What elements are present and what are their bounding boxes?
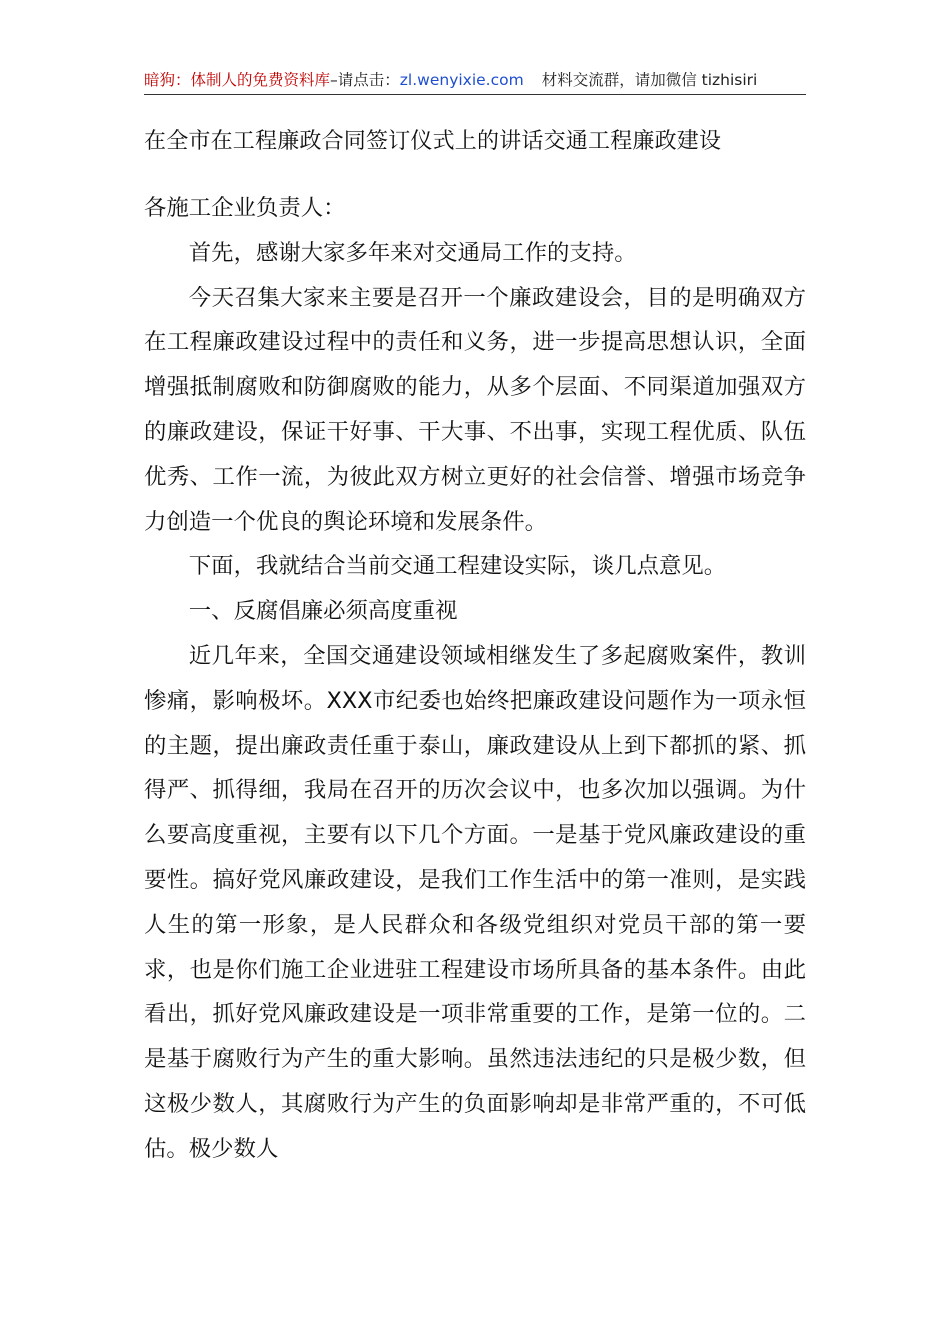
- header-click-label: –请点击：: [330, 71, 400, 89]
- document-title: 在全市在工程廉政合同签订仪式上的讲话交通工程廉政建设: [144, 129, 722, 154]
- salutation: 各施工企业负责人：: [144, 195, 346, 221]
- body-paragraph: 首先，感谢大家多年来对交通局工作的支持。: [188, 239, 637, 266]
- body-paragraph: 近几年来，全国交通建设领域相继发生了多起腐败案件，教训惨痛，影响极坏。XXX市纪委也始终把廉政建设问题作为一项永恒的主题，提出廉政责任重于泰山，廉政建设从上到下都抓的紧、抓得严、抓得细，我局在召开的历次会议中，也多次加以强调。为什么要高度重视，主要有以下几个方面。一是基于党风廉政建设的重要性。搞好党风廉政建设，是我们工作生活中的第一准则，是实践人生的第一形象，是人民群众和各级党组织对党员干部的第一要求，也是你们施工企业进驻工程建设市场所具备的基本条件。由此看出，抓好党风廉政建设是一项非常重要的工作，是第一位的。二是基于腐败行为产生的重大影响。虽然违法违纪的只是极少数，但这极少数人，其腐败行为产生的负面影响却是非常严重的，不可低估。极少数人: [144, 642, 806, 1162]
- body-paragraph: 今天召集大家来主要是召开一个廉政建设会，目的是明确双方在工程廉政建设过程中的责任和义务，进一步提高思想认识，全面增强抵制腐败和防御腐败的能力，从多个层面、不同渠道加强双方的廉政建设，保证干好事、干大事、不出事，实现工程优质、队伍优秀、工作一流，为彼此双方树立更好的社会信誉、增强市场竞争力创造一个优良的舆论环境和发展条件。: [144, 284, 806, 535]
- header-brand: 暗狗：体制人的免费资料库: [144, 71, 331, 89]
- section-heading: 一、反腐倡廉必须高度重视: [188, 598, 458, 625]
- header-group-text: 材料交流群，请加微信 tizhisiri: [541, 71, 758, 89]
- body-paragraph: 下面，我就结合当前交通工程建设实际，谈几点意见。: [188, 553, 727, 580]
- document-body: [144, 186, 806, 1172]
- header-link[interactable]: zl.wenyixie.com: [399, 71, 524, 89]
- page-header: [144, 68, 806, 95]
